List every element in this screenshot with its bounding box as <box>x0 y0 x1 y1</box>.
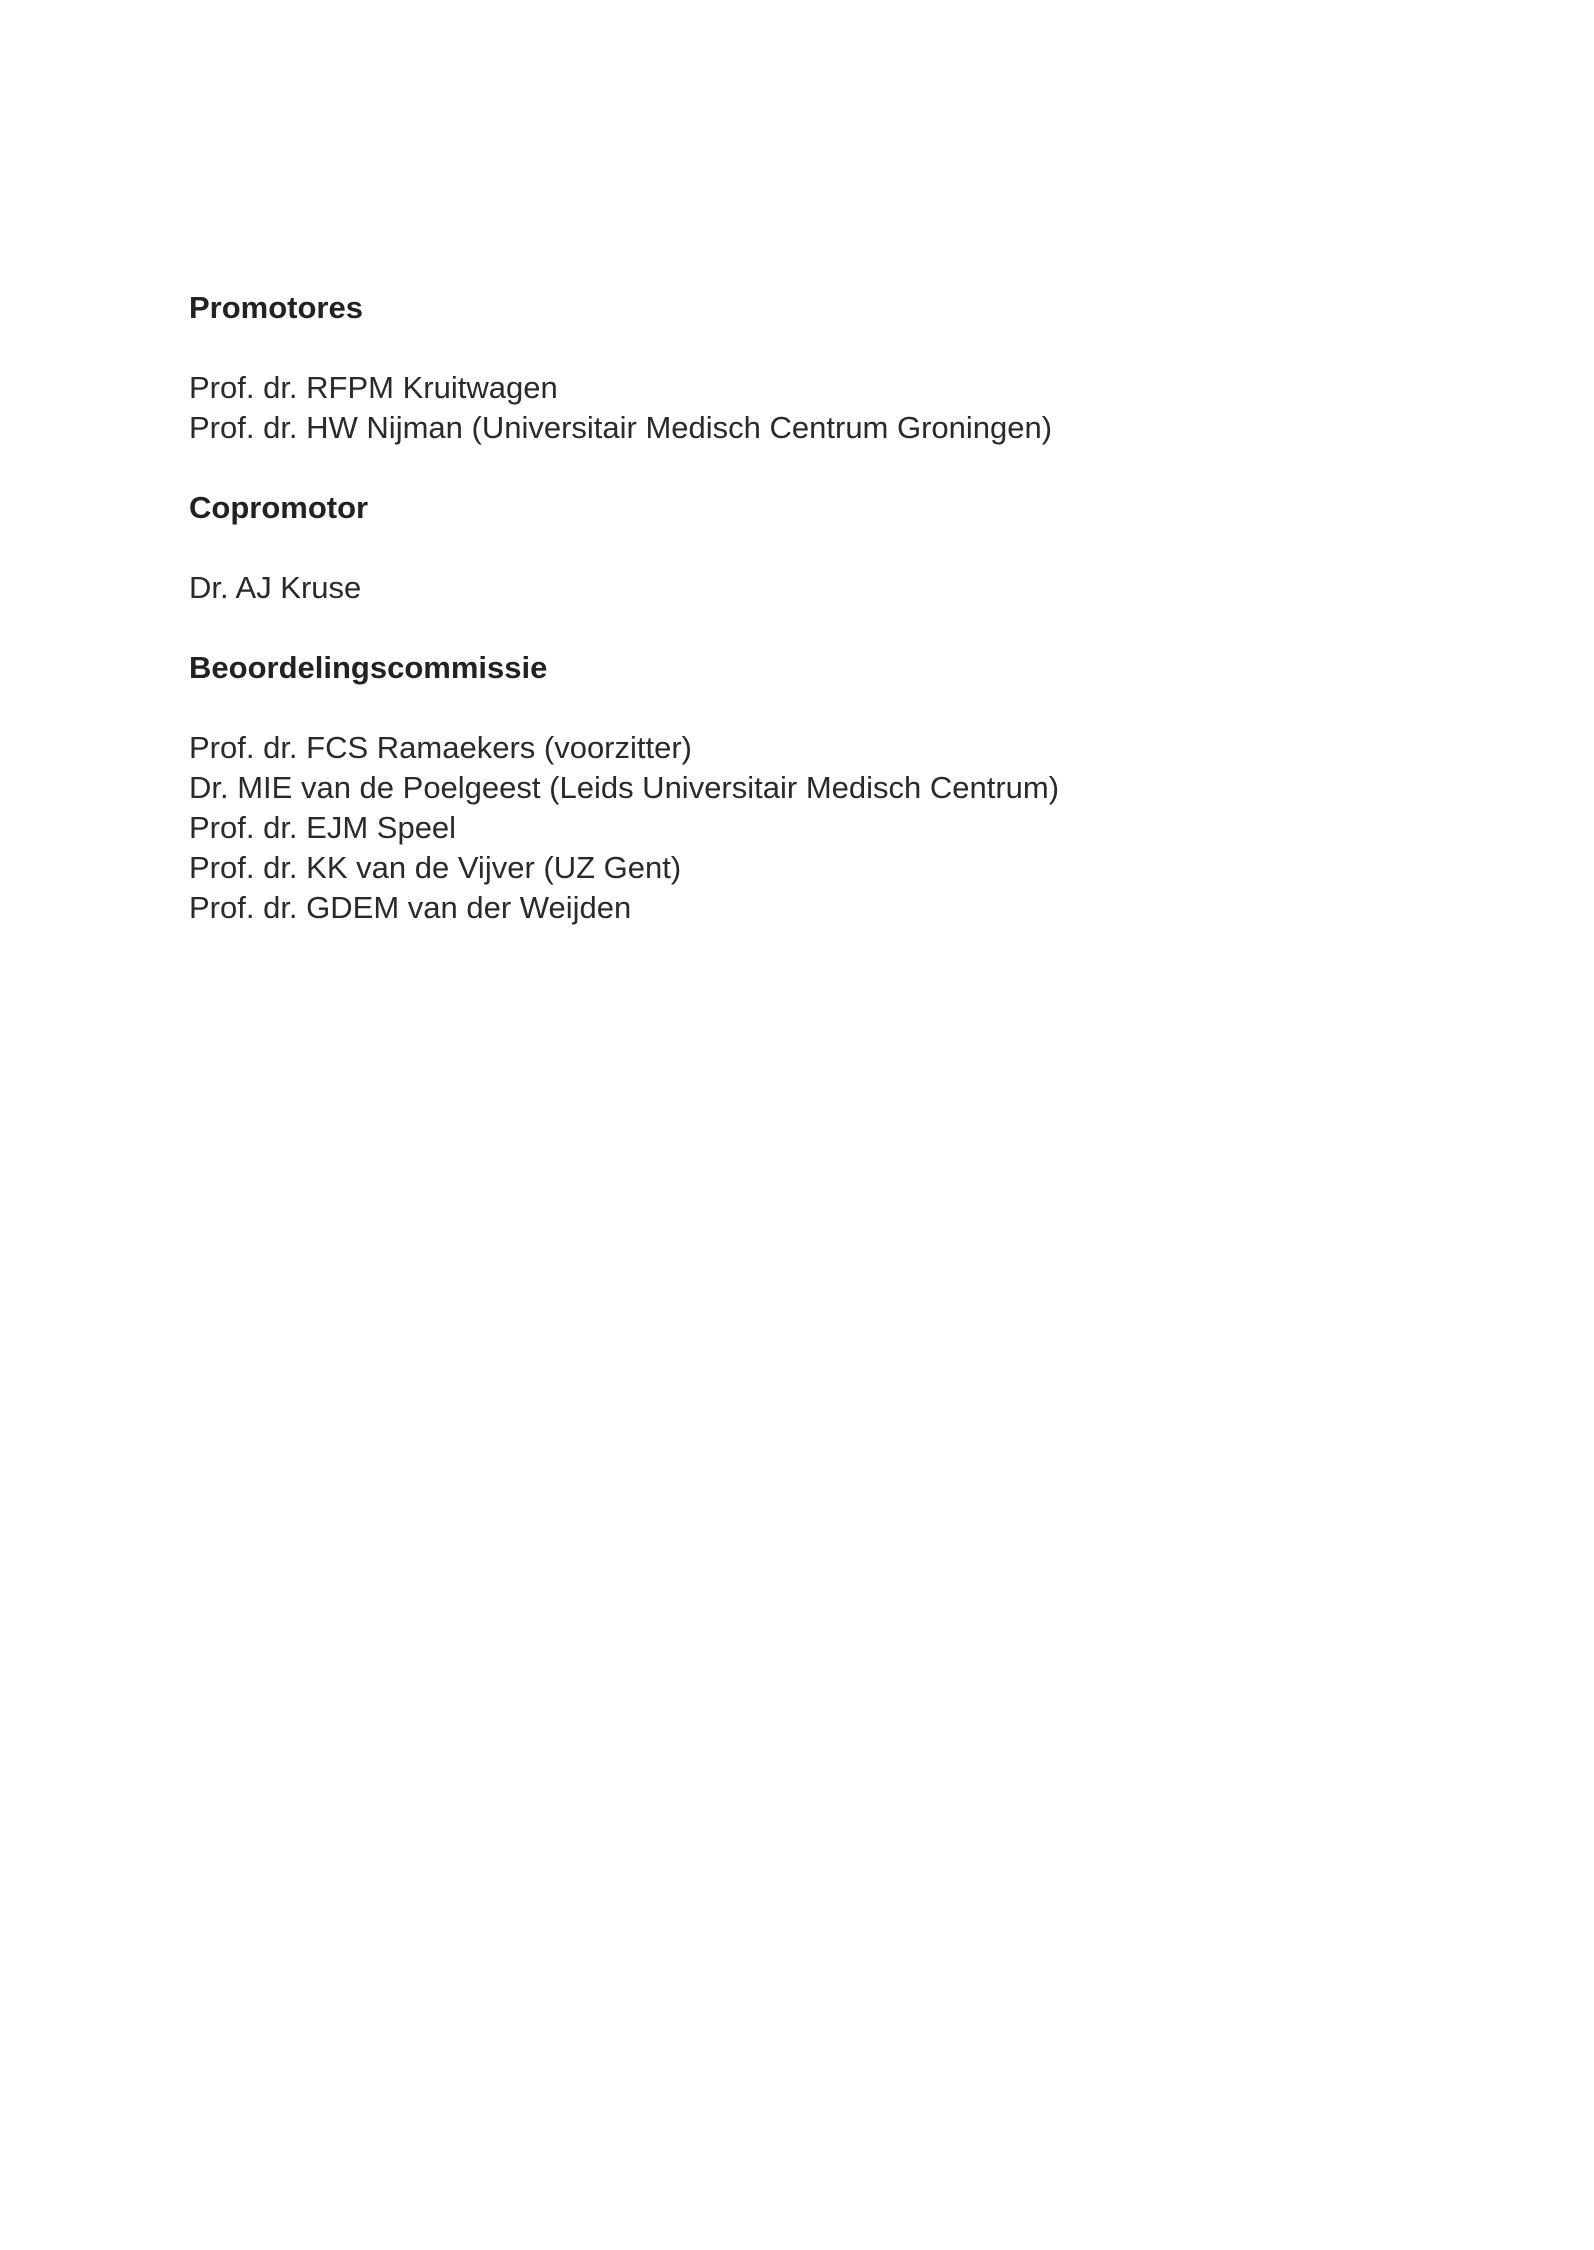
commissie-member-name: Dr. MIE van de Poelgeest (Leids Universitair Medisch Centrum) <box>189 770 1060 805</box>
copromotor-list <box>189 568 361 608</box>
promotores-list <box>189 368 1052 448</box>
promotores-heading: Promotores <box>189 290 363 325</box>
promotor-name: Prof. dr. HW Nijman (Universitair Medisch Centrum Groningen) <box>189 410 1053 445</box>
commissie-list <box>189 728 1059 928</box>
commissie-member-name: Prof. dr. EJM Speel <box>189 810 457 845</box>
promotor-name: Prof. dr. RFPM Kruitwagen <box>189 370 558 405</box>
commissie-member-name: Prof. dr. GDEM van der Weijden <box>189 890 632 925</box>
commissie-member-name: Prof. dr. KK van de Vijver (UZ Gent) <box>189 850 682 885</box>
commissie-heading: Beoordelingscommissie <box>189 650 548 685</box>
copromotor-heading: Copromotor <box>189 490 369 525</box>
commissie-member-name: Prof. dr. FCS Ramaekers (voorzitter) <box>189 730 693 765</box>
copromotor-name: Dr. AJ Kruse <box>189 570 362 605</box>
